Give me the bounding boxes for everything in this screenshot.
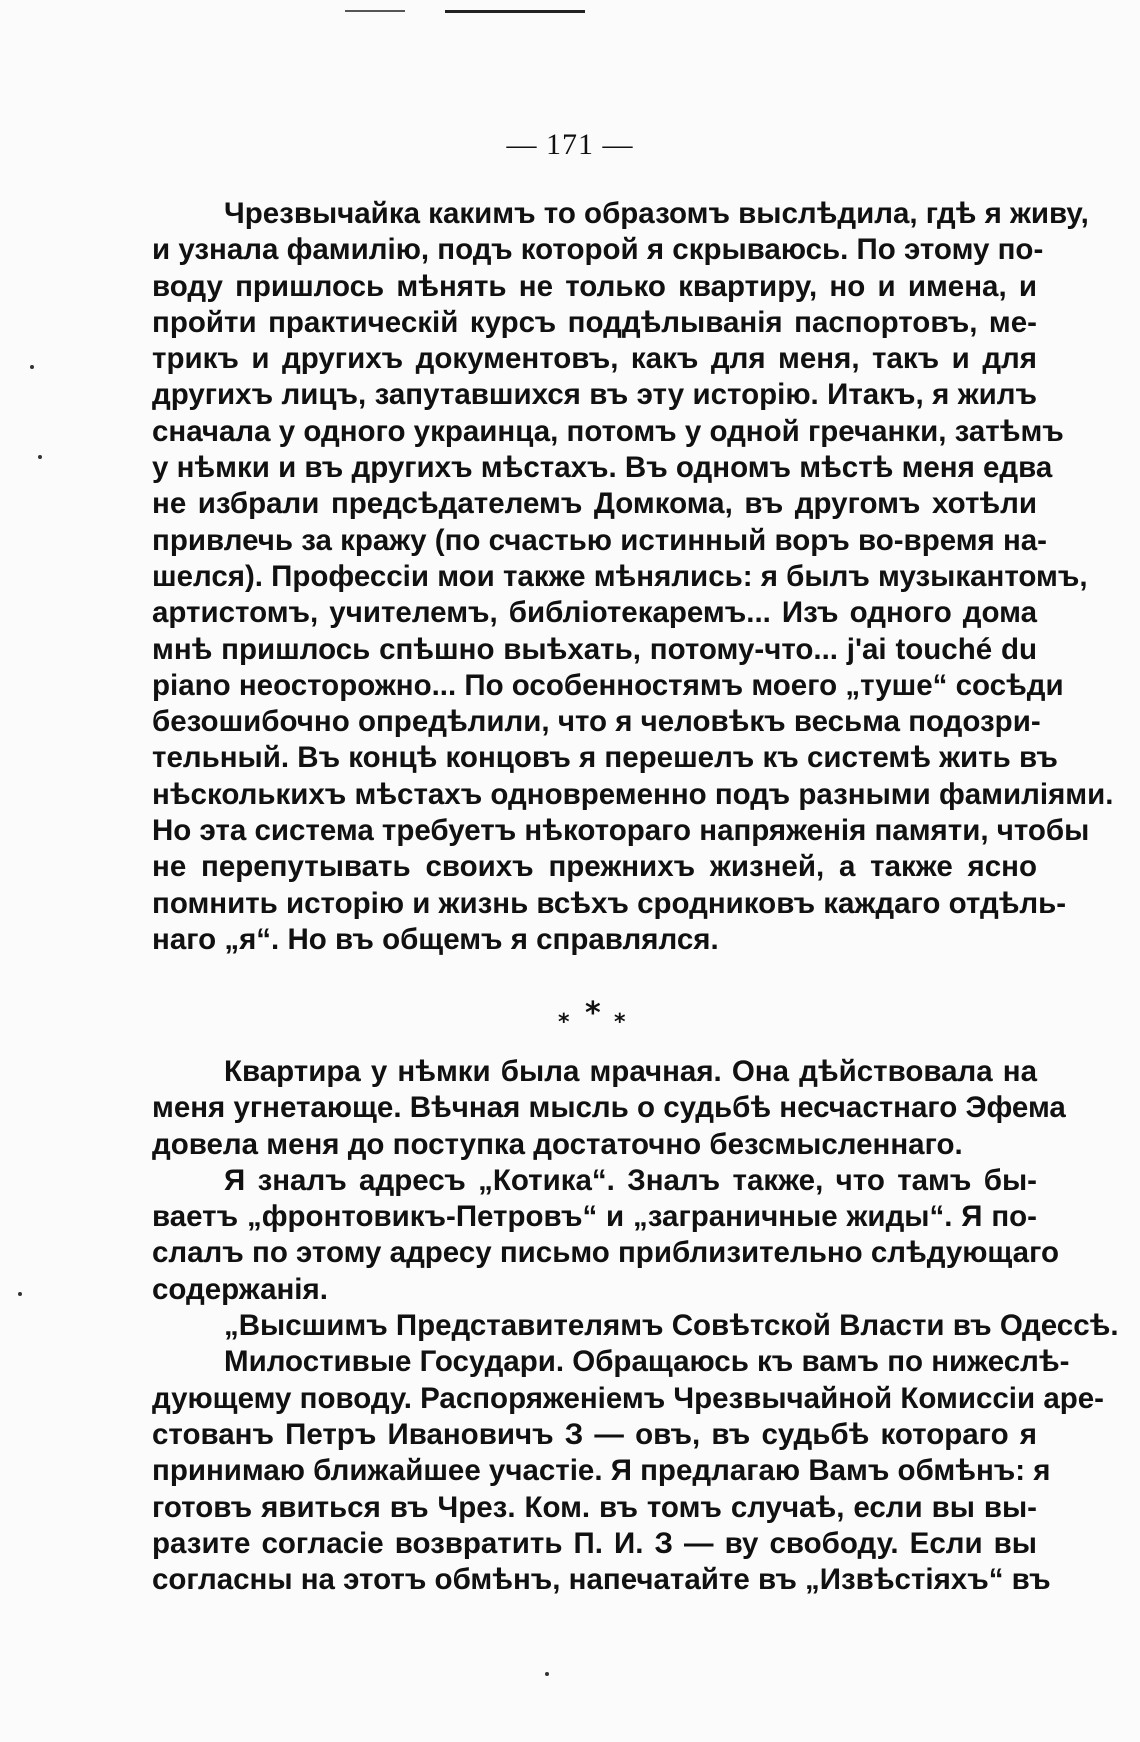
text-line: пройти практическій курсъ поддѣлыванія паспортовъ, ме-	[152, 305, 1037, 339]
text-line: не избрали предсѣдателемъ Домкома, въ другомъ хотѣли	[152, 487, 1037, 521]
text-line: стованъ Петръ Ивановичъ З — овъ, въ судьбѣ котораго я	[152, 1417, 1037, 1451]
text-line: меня угнетающе. Вѣчная мысль о судьбѣ несчастнаго Эфема	[152, 1091, 1066, 1125]
text-line: Чрезвычайка какимъ то образомъ выслѣдила, гдѣ я живу,	[224, 197, 1089, 230]
paper-speck	[30, 365, 34, 369]
paper-speck	[545, 1672, 549, 1676]
paper-speck	[38, 455, 42, 459]
separator-asterisk: *	[558, 1010, 570, 1035]
top-rule-left	[345, 10, 405, 12]
page-number: — 171 —	[506, 128, 634, 161]
text-line: помнить исторію и жизнь всѣхъ сродниковъ каждаго отдѣль-	[152, 886, 1067, 920]
text-line: наго „я“. Но въ общемъ я справлялся.	[152, 922, 719, 956]
text-line: Милостивые Государи. Обращаюсь къ вамъ по нижеслѣ-	[224, 1345, 1070, 1379]
text-line: у нѣмки и въ другихъ мѣстахъ. Въ одномъ мѣстѣ меня едва	[152, 451, 1053, 485]
text-line: воду пришлось мѣнять не только квартиру, но и имена, и	[152, 269, 1037, 303]
text-line: piano неосторожно... По особенностямъ моего „туше“ сосѣди	[152, 668, 1064, 702]
text-line: ваетъ „фронтовикъ-Петровъ“ и „заграничные жиды“. Я по-	[152, 1200, 1037, 1234]
section-separator	[540, 998, 650, 1038]
text-line: нѣсколькихъ мѣстахъ одновременно подъ разными фамиліями.	[152, 777, 1114, 811]
paper-speck	[18, 1292, 22, 1296]
paragraph-1	[152, 196, 1114, 958]
text-line: разите согласіе возвратить П. И. З — ву свободу. Если вы	[152, 1526, 1037, 1560]
text-line: довела меня до поступка достаточно безсмысленнаго.	[152, 1127, 963, 1161]
paragraph-2	[152, 1054, 1119, 1598]
text-line: дующему поводу. Распоряженіемъ Чрезвычайной Комиссіи аре-	[152, 1381, 1104, 1415]
text-line: содержанія.	[152, 1272, 328, 1306]
text-line: согласны на этотъ обмѣнъ, напечатайте въ „Извѣстіяхъ“ въ	[152, 1563, 1051, 1597]
text-line: принимаю ближайшее участіе. Я предлагаю Вамъ обмѣнъ: я	[152, 1454, 1051, 1488]
separator-asterisk: *	[614, 1010, 626, 1035]
text-line: Но эта система требуетъ нѣкотораго напряженія памяти, чтобы	[152, 814, 1090, 848]
text-line: сначала у одного украинца, потомъ у одной гречанки, затѣмъ	[152, 414, 1064, 448]
text-line: Я зналъ адресъ „Котика“. Зналъ также, что тамъ бы-	[224, 1163, 1037, 1197]
text-line: „Высшимъ Представителямъ Совѣтской Власти въ Одессѣ.	[224, 1309, 1119, 1343]
text-line: Квартира у нѣмки была мрачная. Она дѣйствовала на	[224, 1055, 1037, 1088]
text-line: тельный. Въ концѣ концовъ я перешелъ къ системѣ жить въ	[152, 741, 1058, 775]
text-line: слалъ по этому адресу письмо приблизительно слѣдующаго	[152, 1236, 1060, 1270]
text-line: мнѣ пришлось спѣшно выѣхать, потому-что... j'ai touché du	[152, 632, 1037, 666]
text-line: артистомъ, учителемъ, библіотекаремъ... Изъ одного дома	[152, 596, 1037, 630]
text-line: и узнала фамилію, подъ которой я скрываюсь. По этому по-	[152, 233, 1044, 267]
separator-asterisk: *	[585, 996, 601, 1031]
top-rule-right	[445, 10, 585, 13]
text-line: шелся). Профессіи мои также мѣнялись: я былъ музыкантомъ,	[152, 559, 1088, 593]
text-line: трикъ и другихъ документовъ, какъ для меня, такъ и для	[152, 342, 1037, 376]
text-line: готовъ явиться въ Чрез. Ком. въ томъ случаѣ, если вы вы-	[152, 1490, 1037, 1524]
text-line: привлечь за кражу (по счастью истинный воръ во-время на-	[152, 523, 1048, 557]
text-line: безошибочно опредѣлили, что я человѣкъ весьма подозри-	[152, 705, 1041, 739]
text-line: другихъ лицъ, запутавшихся въ эту исторію. Итакъ, я жилъ	[152, 378, 1037, 412]
text-line: не перепутывать своихъ прежнихъ жизней, а также ясно	[152, 850, 1037, 884]
